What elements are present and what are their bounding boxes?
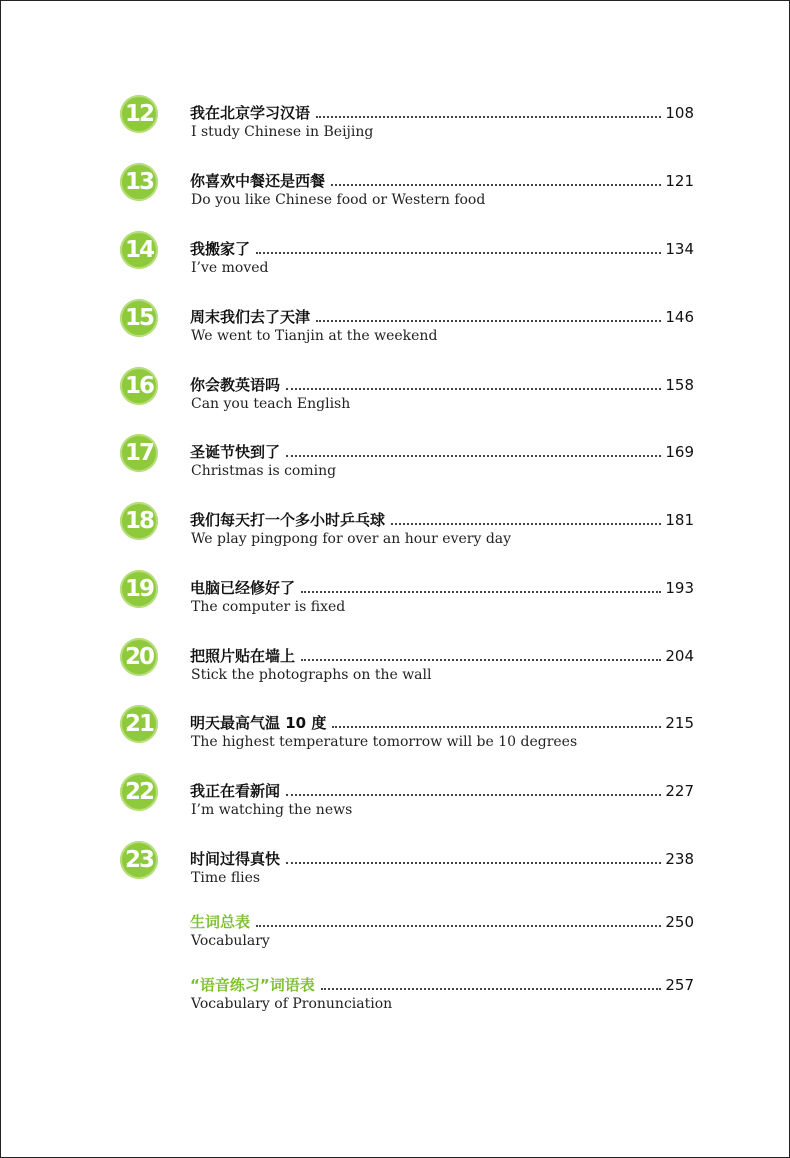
lesson-title-english: We went to Tianjin at the weekend — [191, 328, 438, 344]
lesson-title-english: Time flies — [191, 870, 261, 886]
lesson-title-english: We play pingpong for over an hour every day — [191, 531, 512, 547]
lesson-number-badge: 17 — [120, 434, 158, 472]
appendix-title-english: Vocabulary — [191, 933, 270, 949]
toc-entry-line — [190, 778, 694, 802]
page-number: 257 — [665, 976, 694, 994]
toc-entry-line — [190, 643, 694, 667]
toc-entry-lesson-14[interactable] — [1, 237, 789, 308]
dot-leader — [286, 454, 661, 457]
appendix-title-chinese: 生词总表 — [190, 913, 251, 931]
toc-entry-lesson-19[interactable] — [1, 576, 789, 647]
dot-leader — [256, 924, 661, 927]
lesson-number-badge: 12 — [120, 95, 158, 133]
toc-entry-lesson-20[interactable] — [1, 644, 789, 715]
lesson-title-english: I’m watching the news — [191, 802, 353, 818]
toc-entry-lesson-15[interactable] — [1, 305, 789, 376]
page-number: 238 — [665, 850, 694, 868]
page-number: 146 — [665, 308, 694, 326]
toc-entry-line — [190, 236, 694, 260]
dot-leader — [316, 319, 661, 322]
dot-leader — [331, 183, 661, 186]
page-number: 181 — [665, 511, 694, 529]
page-number: 169 — [665, 443, 694, 461]
lesson-number-badge: 18 — [120, 502, 158, 540]
dot-leader — [286, 861, 661, 864]
lesson-title-english: I’ve moved — [191, 260, 269, 276]
lesson-title-english: I study Chinese in Beijing — [191, 124, 374, 140]
toc-entry-lesson-18[interactable] — [1, 508, 789, 579]
page-number: 215 — [665, 714, 694, 732]
lesson-title-chinese: 明天最高气温 10 度 — [190, 714, 327, 732]
dot-leader — [321, 987, 662, 990]
lesson-number-badge: 20 — [120, 638, 158, 676]
dot-leader — [286, 793, 661, 796]
lesson-title-english: Do you like Chinese food or Western food — [191, 192, 486, 208]
toc-entry-lesson-12[interactable] — [1, 101, 789, 172]
lesson-number-badge: 22 — [120, 773, 158, 811]
lesson-title-chinese: 圣诞节快到了 — [190, 443, 281, 461]
lesson-title-english: Can you teach English — [191, 396, 351, 412]
page-number: 108 — [665, 104, 694, 122]
lesson-number-badge: 14 — [120, 231, 158, 269]
toc-entry-line — [190, 909, 694, 933]
lesson-number-badge: 23 — [120, 841, 158, 879]
toc-entry-lesson-22[interactable] — [1, 779, 789, 850]
page-number: 193 — [665, 579, 694, 597]
toc-entry-line — [190, 168, 694, 192]
lesson-title-chinese: 我搬家了 — [190, 240, 251, 258]
lesson-number-badge: 15 — [120, 299, 158, 337]
lesson-title-english: The computer is fixed — [191, 599, 346, 615]
page-number: 121 — [665, 172, 694, 190]
lesson-number-badge: 13 — [120, 163, 158, 201]
lesson-title-chinese: 我在北京学习汉语 — [190, 104, 311, 122]
page-number: 227 — [665, 782, 694, 800]
dot-leader — [316, 115, 661, 118]
toc-entry-line — [190, 575, 694, 599]
lesson-title-english: The highest temperature tomorrow will be 10 degrees — [191, 734, 578, 750]
toc-entry-line — [190, 304, 694, 328]
dot-leader — [301, 658, 661, 661]
toc-entry-line — [190, 710, 694, 734]
lesson-title-chinese: 你会教英语吗 — [190, 376, 281, 394]
toc-entry-line — [190, 846, 694, 870]
toc-entry-pronunciation-vocabulary[interactable] — [1, 976, 789, 1044]
page-number: 134 — [665, 240, 694, 258]
lesson-title-chinese: 我正在看新闻 — [190, 782, 281, 800]
toc-entry-line — [190, 100, 694, 124]
page-number: 250 — [665, 913, 694, 931]
dot-leader — [286, 387, 661, 390]
lesson-title-chinese: 电脑已经修好了 — [190, 579, 296, 597]
lesson-title-chinese: 把照片贴在墙上 — [190, 647, 296, 665]
lesson-title-chinese: 时间过得真快 — [190, 850, 281, 868]
appendix-title-english: Vocabulary of Pronunciation — [191, 996, 393, 1012]
toc-entry-lesson-17[interactable] — [1, 440, 789, 511]
toc-entry-line — [190, 972, 694, 996]
lesson-number-badge: 19 — [120, 570, 158, 608]
lesson-title-english: Stick the photographs on the wall — [191, 667, 432, 683]
dot-leader — [256, 251, 661, 254]
toc-entry-line — [190, 439, 694, 463]
dot-leader — [332, 725, 661, 728]
lesson-title-chinese: 周末我们去了天津 — [190, 308, 311, 326]
toc-entry-lesson-16[interactable] — [1, 373, 789, 444]
lesson-title-chinese: 你喜欢中餐还是西餐 — [190, 172, 326, 190]
toc-entry-lesson-13[interactable] — [1, 169, 789, 240]
lesson-title-english: Christmas is coming — [191, 463, 337, 479]
toc-entry-lesson-21[interactable] — [1, 711, 789, 782]
lesson-number-badge: 16 — [120, 367, 158, 405]
page-number: 158 — [665, 376, 694, 394]
dot-leader — [391, 522, 661, 525]
table-of-contents — [1, 1, 789, 1157]
toc-entry-line — [190, 372, 694, 396]
toc-entry-line — [190, 507, 694, 531]
dot-leader — [301, 590, 661, 593]
lesson-title-chinese: 我们每天打一个多小时乒乓球 — [190, 511, 386, 529]
lesson-number-badge: 21 — [120, 705, 158, 743]
page-number: 204 — [665, 647, 694, 665]
appendix-title-chinese: “语音练习”词语表 — [190, 976, 315, 994]
